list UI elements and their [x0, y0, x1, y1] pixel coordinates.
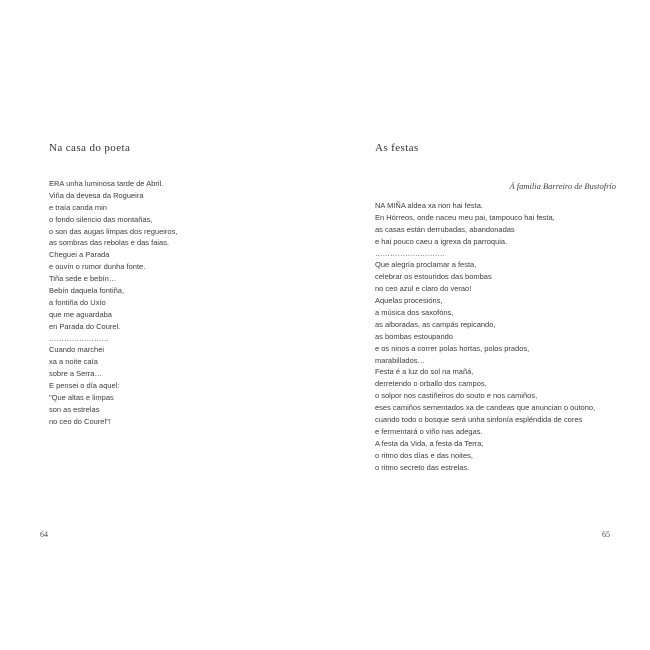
poem-title-right: As festas: [375, 142, 419, 154]
poem-line: derretendo o orballo dos campos,: [375, 379, 487, 389]
poem-line: o ritmo dos días e das noites,: [375, 450, 473, 460]
poem-line: "Que altas e limpas: [49, 393, 114, 403]
poem-line: sobre a Serra…: [49, 369, 102, 379]
right-page: [325, 0, 650, 650]
poem-line: xa a noite caía: [49, 357, 98, 367]
poem-line: ERA unha luminosa tarde de Abril.: [49, 179, 164, 188]
poem-line: marabillados…: [375, 355, 426, 365]
poem-line: Festa é a luz do sol na mañá,: [375, 367, 474, 377]
page-number-left: 64: [40, 530, 48, 539]
poem-line: celebrar os estouridos das bombas: [375, 272, 492, 282]
poem-line: Que alegría proclamar a festa,: [375, 260, 477, 270]
poem-line: Cuando marchei: [49, 345, 105, 355]
poem-line: o son das augas limpas dos regueiros,: [49, 226, 178, 236]
poem-line: NA MIÑA aldea xa non hai festa.: [375, 201, 483, 210]
poem-line: cuando todo o bosque será unha sinfonía espléndida de cores: [375, 415, 583, 425]
poem-line: as sombras das rebolas e das faias.: [49, 238, 170, 248]
poem-title-left: Na casa do poeta: [49, 142, 131, 154]
poem-line: o solpor nos castiñeiros do souto e nos camiños,: [375, 391, 538, 401]
poem-line: Viña da devesa da Rogueira: [49, 190, 144, 200]
poem-line: as casas están derrubadas, abandonadas: [375, 224, 515, 234]
poem-line: a música dos saxofóns,: [375, 308, 454, 318]
poem-line: no ceo azul e claro do verao!: [375, 284, 472, 294]
poem-line: A festa da Vida, a festa da Terra,: [375, 438, 484, 448]
poem-line: as bombas estoupando: [375, 331, 453, 341]
poem-line: e traía canda min: [49, 202, 107, 212]
poem-line: e hai pouco caeu a igrexa da parroquia.: [375, 236, 508, 246]
page-number-right: 65: [602, 530, 610, 539]
poem-dedication: Á familia Barreiro de Bustofrío: [509, 181, 616, 191]
poem-line: Bebín daquela fontiña,: [49, 286, 125, 296]
poem-line: e os ninos a correr polas hortas, polos prados,: [375, 343, 530, 353]
poem-line: e fermentará o viño nas adegas.: [375, 426, 483, 436]
poem-line: Aquelas procesións,: [375, 296, 443, 306]
poem-line: o fondo silencio das montañas,: [49, 214, 153, 224]
poem-lines-right: [375, 200, 595, 473]
poem-line: as alboradas, as campás repicando,: [375, 319, 496, 329]
poem-line: e ouvín o rumor dunha fonte.: [49, 262, 146, 272]
poem-line: eses camiños sementados xa de candeas que anuncian o outono,: [375, 403, 596, 413]
poem-line: en Parada do Courel.: [49, 321, 121, 331]
poem-lines-left: [49, 178, 177, 428]
poem-line: son as estrelas: [49, 404, 100, 414]
poem-line: En Hórreos, onde naceu meu pai, tampouco hai festa,: [375, 212, 555, 222]
poem-line: a fontiña do Uxío: [49, 297, 106, 307]
poem-line: Tiña sede e bebín…: [49, 274, 117, 284]
poem-line: que me aguardaba: [49, 309, 112, 319]
poem-line: no ceo do Courel"!: [49, 416, 111, 426]
poem-line: E pensei o día aquel:: [49, 381, 120, 391]
poem-line: Cheguei a Parada: [49, 250, 110, 260]
poem-line: ……………………….: [375, 248, 445, 258]
poem-line: o ritmo secreto das estrelas.: [375, 462, 470, 472]
poem-line: ……………………: [49, 333, 109, 343]
